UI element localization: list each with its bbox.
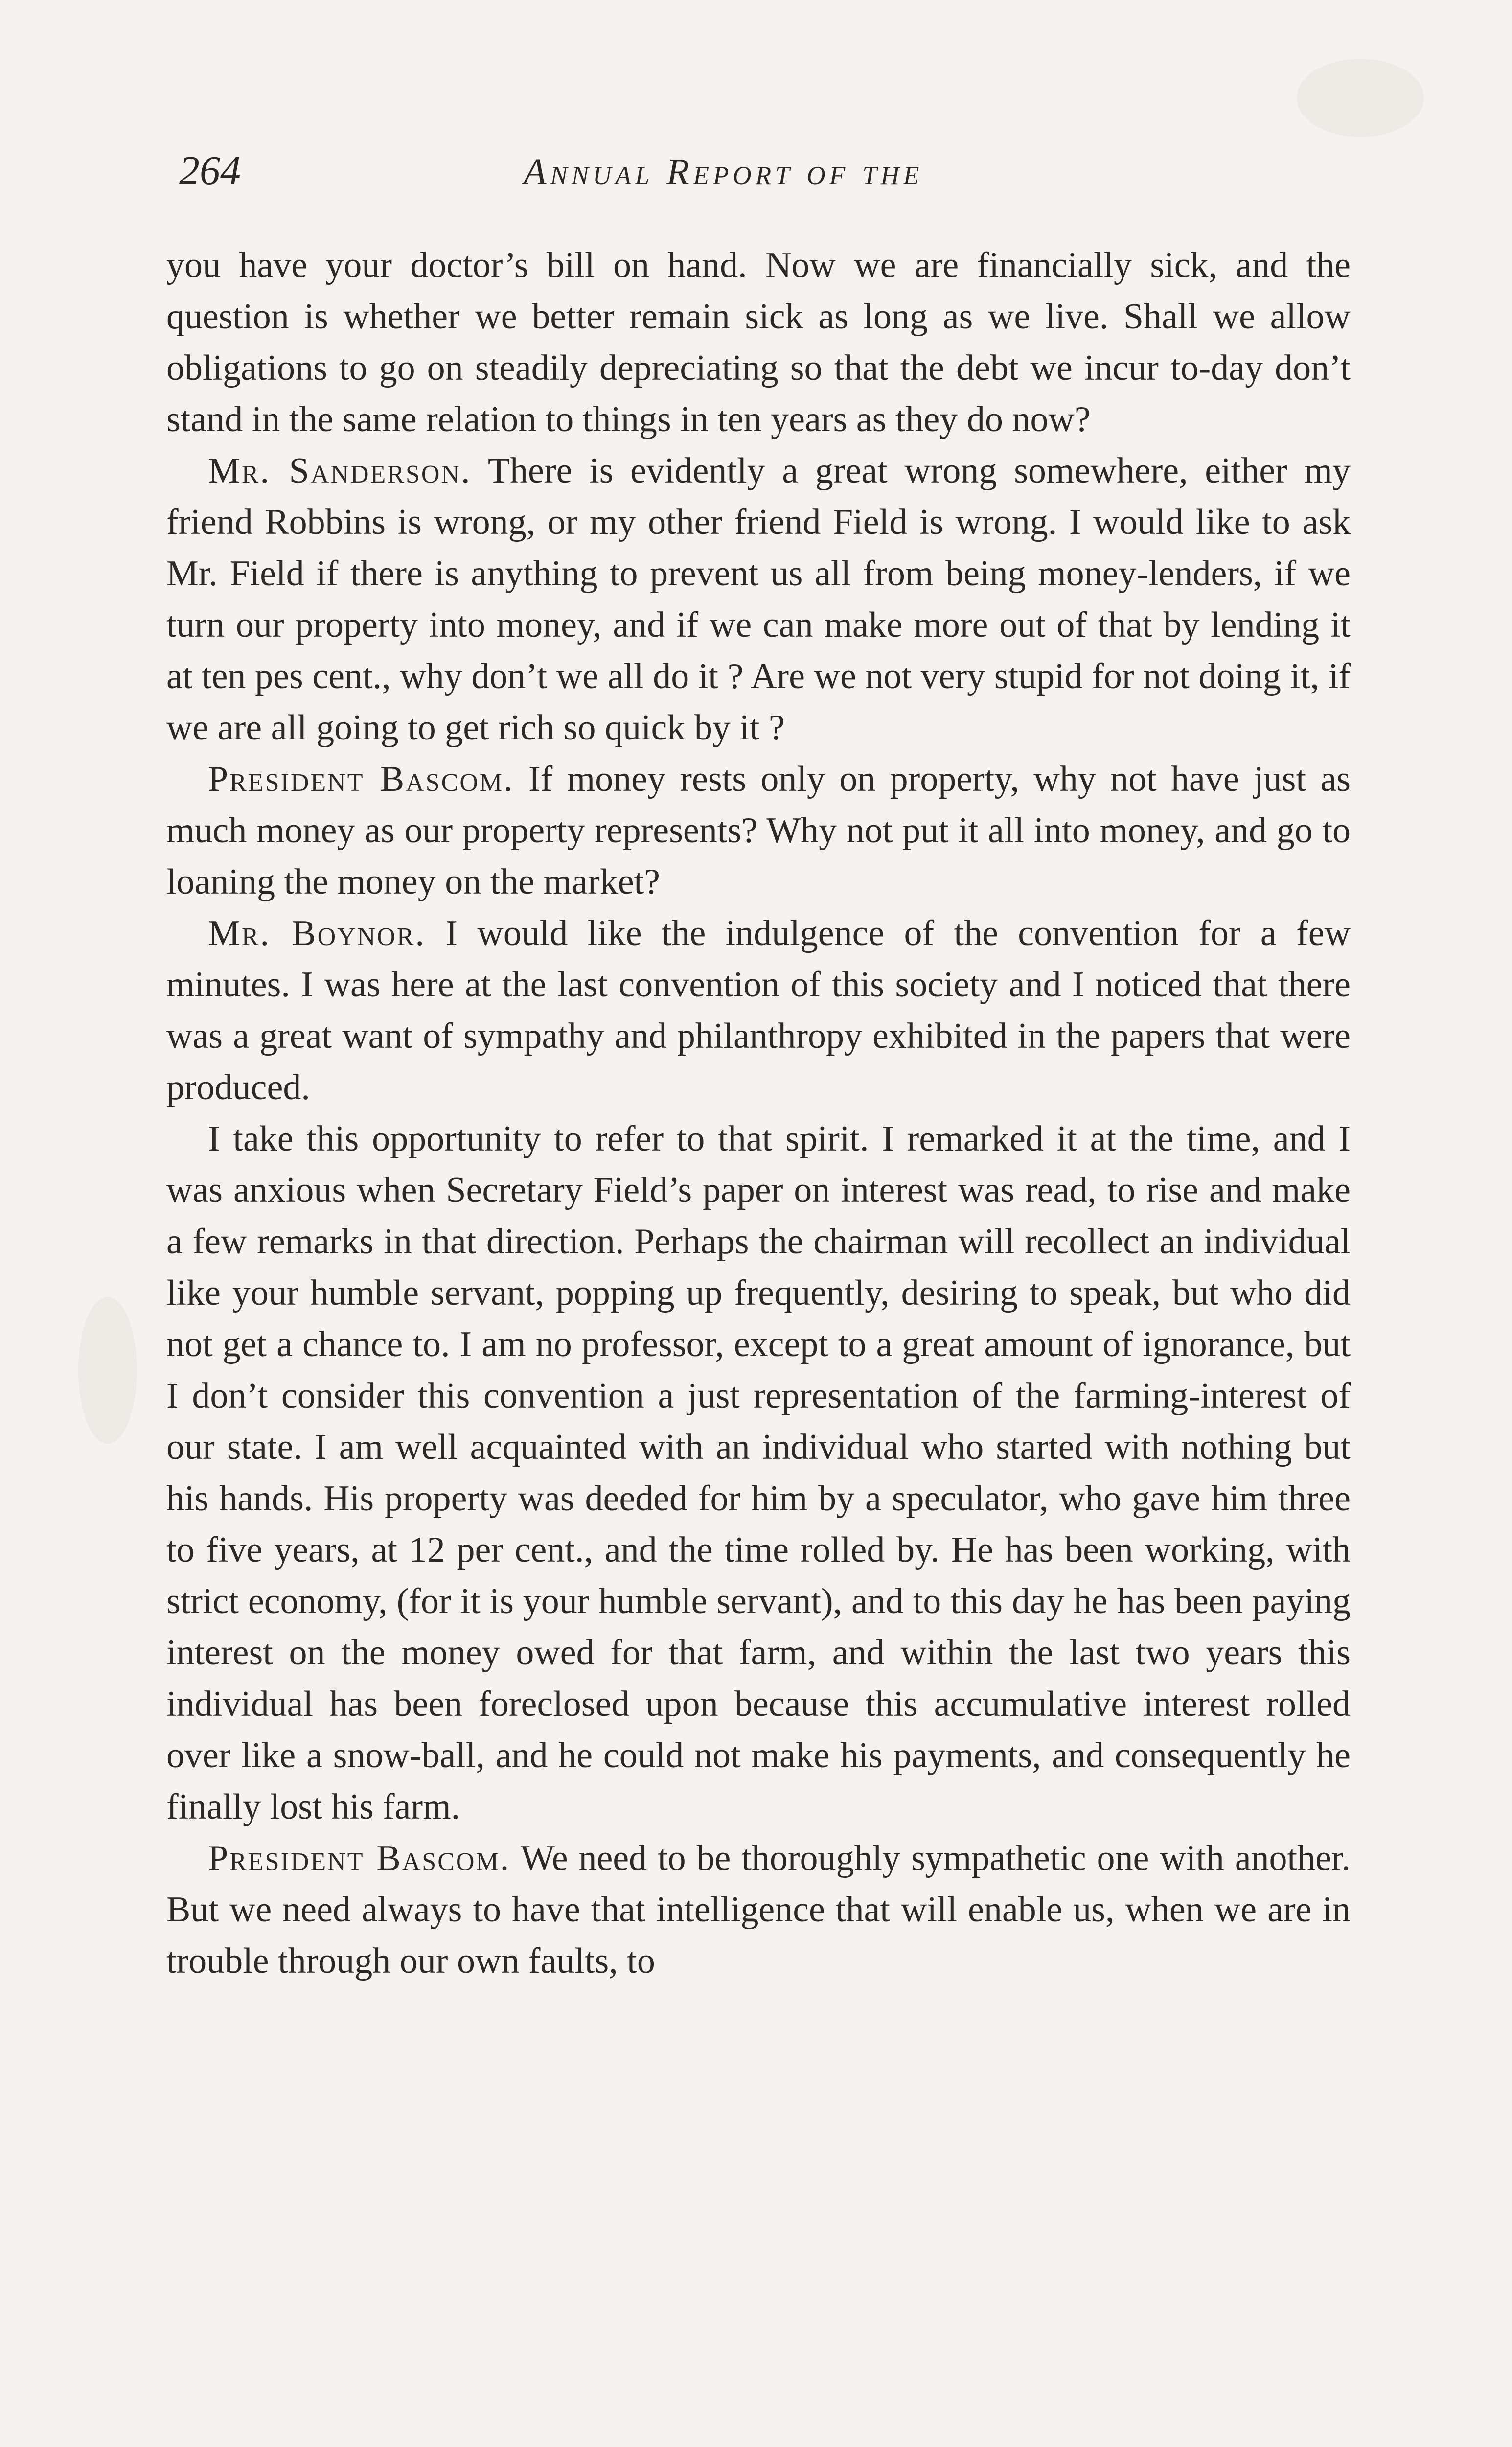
paragraph [166,908,1351,1113]
body-text [166,240,1351,1987]
speaker-name: President Bascom. [208,1838,511,1878]
paragraph-text: you have your doctor’s bill on hand. Now we are financially sick, and the question is whether we better remain sick as long as we live. Shall we allow obligations to go on steadily depreciating so that the debt we incur to-day don’t stand in the same relation to things in ten years as they do now? [166,245,1351,439]
paragraph-text: I would like the indulgence of the convention for a few minutes. I was here at the last convention of this society and I noticed that there was a great want of sympathy and philanthropy exhibited in the papers that were produced. [166,913,1351,1108]
paragraph [166,754,1351,908]
running-title: Annual Report of the [524,151,923,192]
paragraph-text: I take this opportunity to refer to that spirit. I remarked it at the time, and I was anxious when Secretary Field’s paper on interest was read, to rise and make a few remarks in that direction. Perhaps the chairman will recollect an individual like your humble servant, popping up frequently, desiring to speak, but who did not get a chance to. I am no professor, except to a great amount of ignorance, but I don’t consider this convention a just representation of the farming-interest of our state. I am well acquainted with an individual who started with nothing but his hands. His property was deeded for him by a speculator, who gave him three to five years, at 12 per cent., and the time rolled by. He has been working, with strict economy, (for it is your humble servant), and to this day he has been paying interest on the money owed for that farm, and within the last two years this individual has been foreclosed upon because this accumulative interest rolled over like a snow-ball, and he could not make his payments, and consequently he finally lost his farm. [166,1119,1351,1827]
paragraph [166,445,1351,754]
paragraph-text: If money rests only on property, why not have just as much money as our property represents? Why not put it all into money, and go to loaning the money on the market? [166,759,1351,902]
paragraph [166,1833,1351,1987]
page-number: 264 [179,148,241,193]
paragraph-text: We need to be thoroughly sympathetic one with another. But we need always to have that intelligence that will enable us, when we are in trouble through our own faults, to [166,1838,1351,1981]
paragraph [166,240,1351,445]
page-header [171,147,1346,210]
speaker-name: Mr. Boynor. [208,913,426,953]
paper-stain [1297,59,1424,137]
paper-stain [78,1297,137,1444]
paragraph [166,1113,1351,1833]
speaker-name: Mr. Sanderson. [208,451,472,491]
speaker-name: President Bascom. [208,759,514,799]
paragraph-text: There is evidently a great wrong somewhere, either my friend Robbins is wrong, or my other friend Field is wrong. I would like to ask Mr. Field if there is anything to prevent us all from being money-lenders, if we turn our property into money, and if we can make more out of that by lending it at ten pes cent., why don’t we all do it ? Are we not very stupid for not doing it, if we are all going to get rich so quick by it ? [166,451,1351,748]
